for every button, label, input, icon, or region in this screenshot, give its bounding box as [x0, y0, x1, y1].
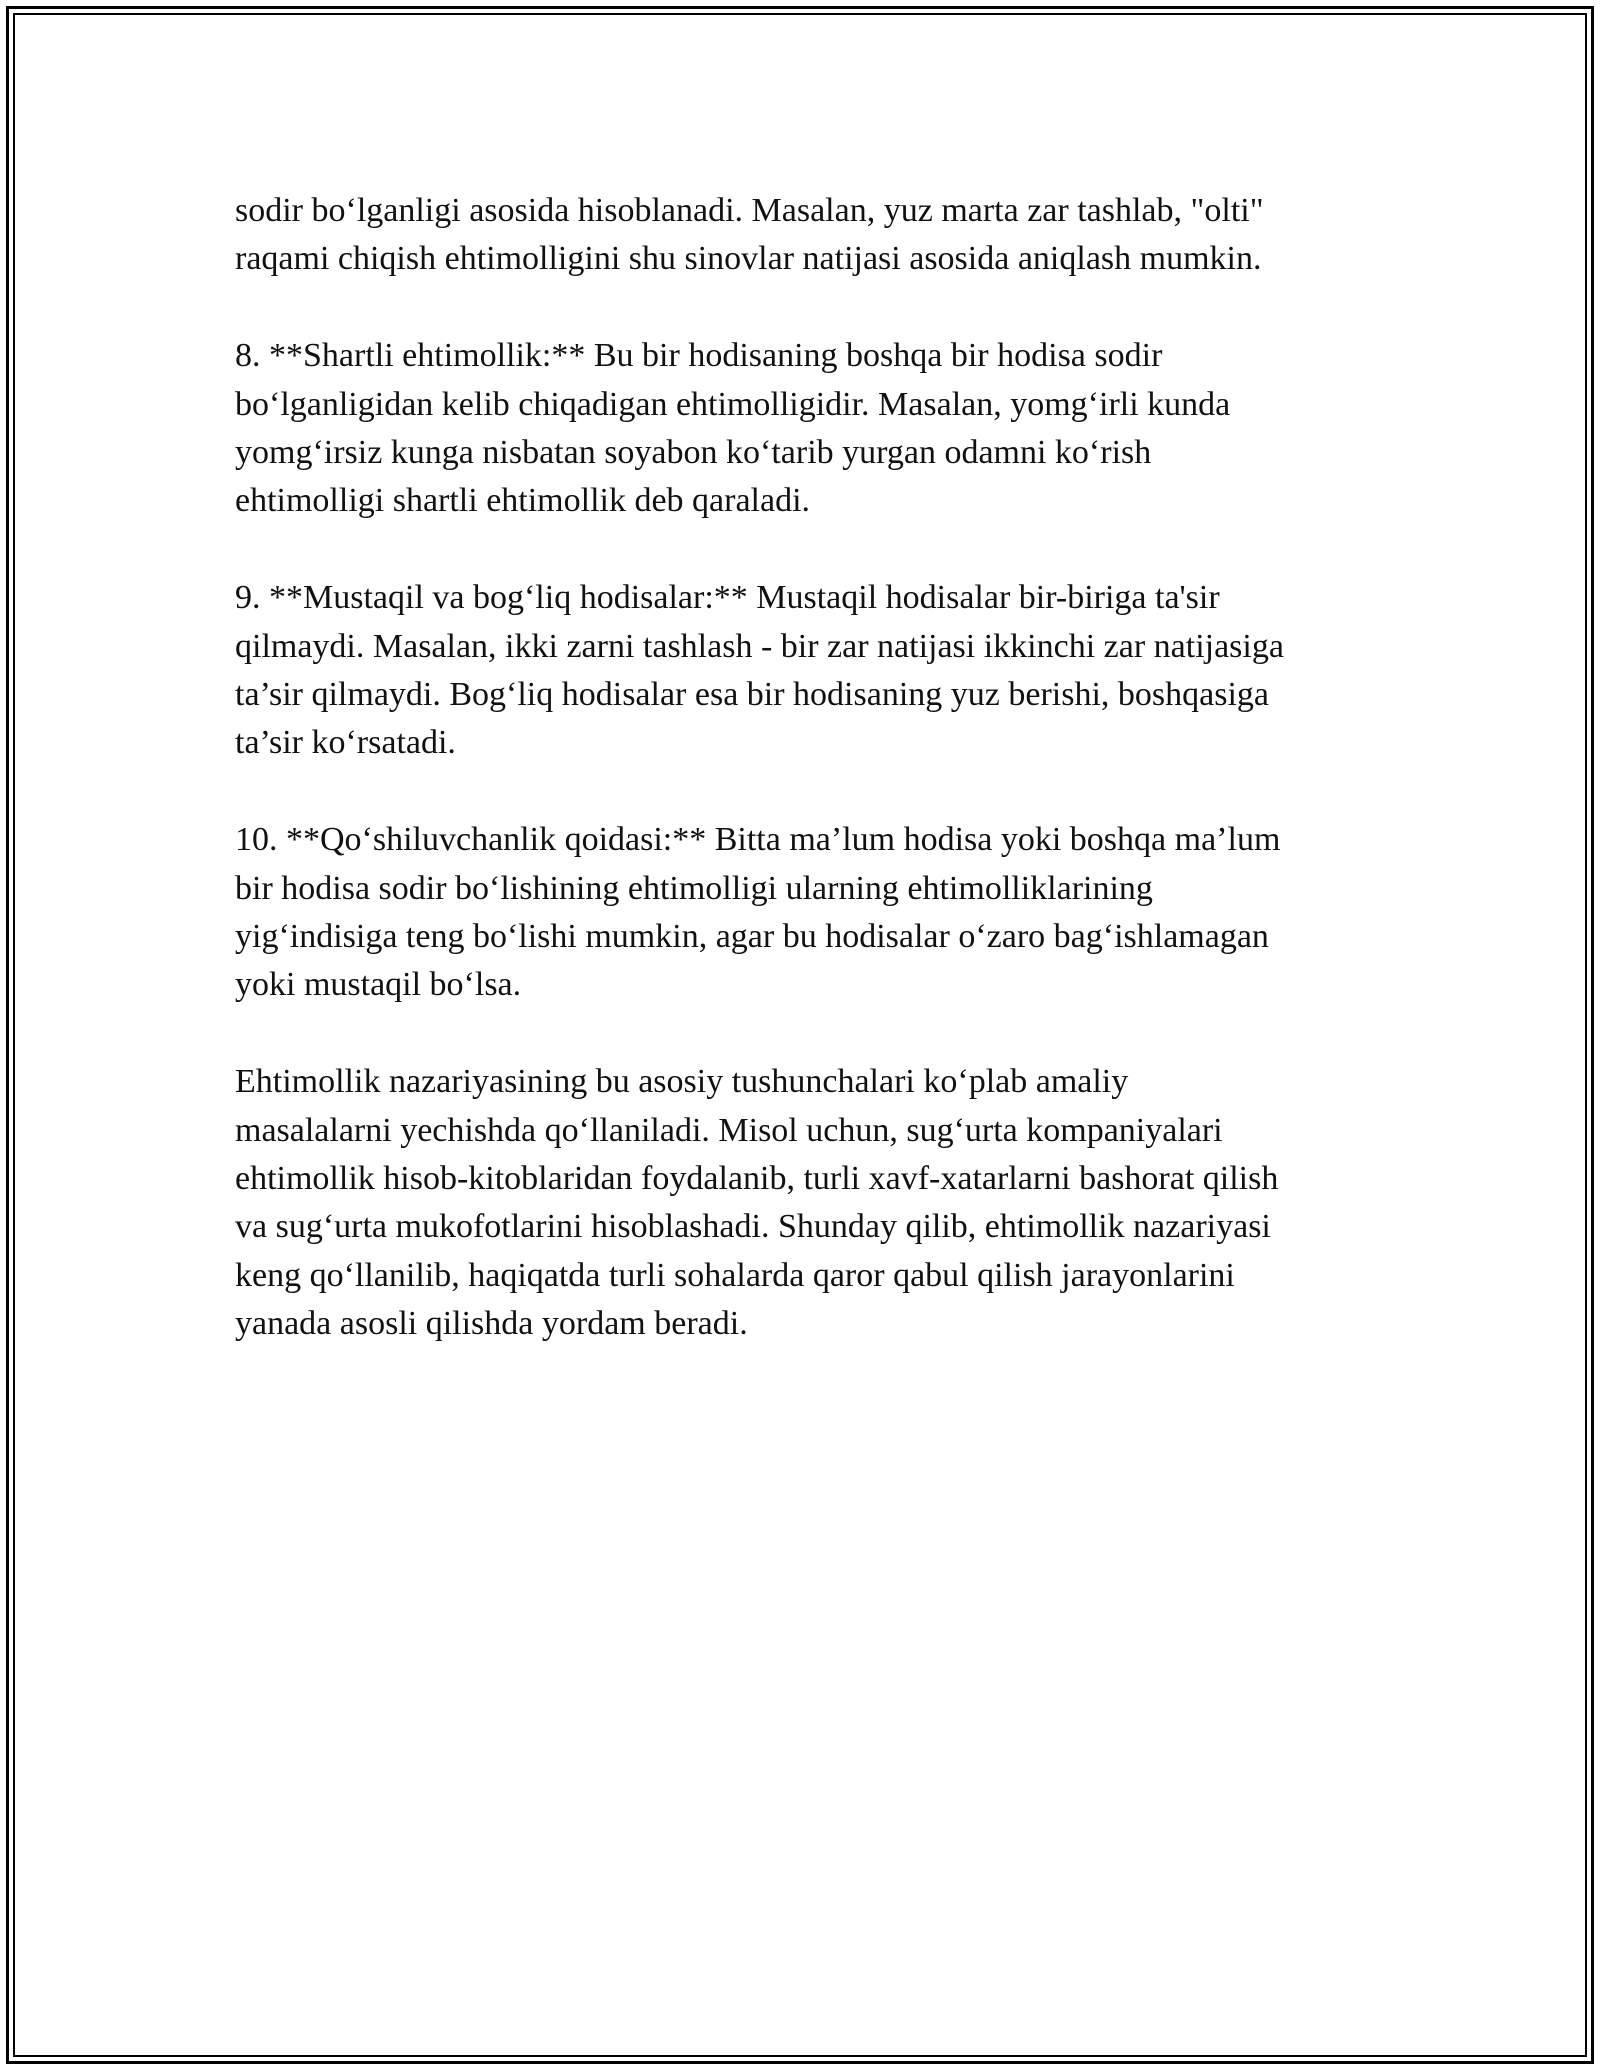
paragraph-addition-rule: 10. **Qo‘shiluvchanlik qoidasi:** Bitta ma’lum hodisa yoki boshqa ma’lum bir hodisa sodir bo‘lishining ehtimolligi ularning ehtimolliklarining yig‘indisiga teng bo‘lishi mumkin, agar bu hodisalar o‘zaro bag‘ishlamagan yoki mustaqil bo‘lsa. — [235, 821, 1281, 1004]
paragraph-conditional-probability: 8. **Shartli ehtimollik:** Bu bir hodisaning boshqa bir hodisa sodir bo‘lganligidan kelib chiqadigan ehtimolligidir. Masalan, yomg‘irli kunda yomg‘irsiz kunga nisbatan soyabon ko‘tarib yurgan odamni ko‘rish ehtimolligi shartli ehtimollik deb qaraladi. — [235, 337, 1231, 520]
paragraph-continuation: sodir bo‘lganligi asosida hisoblanadi. Masalan, yuz marta zar tashlab, "olti" raqami chiqish ehtimolligini shu sinovlar natijasi asosida aniqlash mumkin. — [235, 192, 1264, 278]
document-body — [235, 187, 1380, 1397]
paragraph-independent-events: 9. **Mustaqil va bog‘liq hodisalar:** Mustaqil hodisalar bir-biriga ta'sir qilmaydi. Masalan, ikki zarni tashlash - bir zar natijasi ikkinchi zar natijasiga ta’sir qilmaydi. Bog‘liq hodisalar esa bir hodisaning yuz berishi, boshqasiga ta’sir ko‘rsatadi. — [235, 579, 1284, 762]
paragraph-conclusion: Ehtimollik nazariyasining bu asosiy tushunchalari ko‘plab amaliy masalalarni yechishda qo‘llaniladi. Misol uchun, sug‘urta kompaniyalari ehtimollik hisob-kitoblaridan foydalanib, turli xavf-xatarlarni bashorat qilish va sug‘urta mukofotlarini hisoblashadi. Shunday qilib, ehtimollik nazariyasi keng qo‘llanilib, haqiqatda turli sohalarda qaror qabul qilish jarayonlarini yanada asosli qilishda yordam beradi. — [235, 1063, 1279, 1343]
